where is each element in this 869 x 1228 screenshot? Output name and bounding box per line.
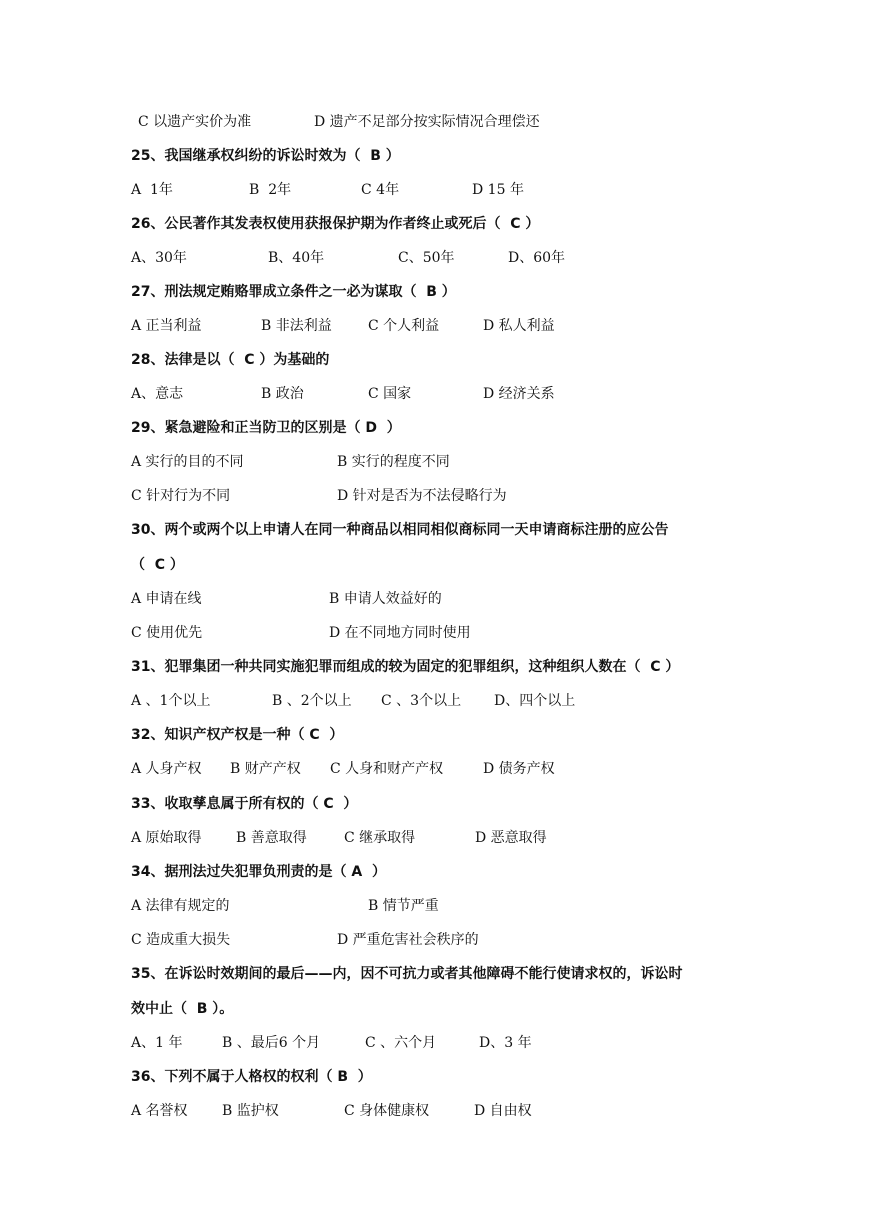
answer-option: A 正当利益 xyxy=(131,318,202,334)
answer-option: C 使用优先 xyxy=(131,625,203,641)
answer-option: C 、六个月 xyxy=(365,1035,437,1051)
question-text: 33、收取孳息属于所有权的（ C ） xyxy=(131,796,358,812)
answer-option: C 4年 xyxy=(361,182,400,198)
answer-option: C 针对行为不同 xyxy=(131,488,231,504)
answer-option: A、1 年 xyxy=(131,1035,183,1051)
answer-option: B 非法利益 xyxy=(261,318,332,334)
question-text: 26、公民著作其发表权使用获报保护期为作者终止或死后（ C ） xyxy=(131,216,540,232)
question-text: 27、刑法规定贿赂罪成立条件之一必为谋取（ B ） xyxy=(131,284,456,300)
answer-option: D 债务产权 xyxy=(483,761,555,777)
answer-option: D 针对是否为不法侵略行为 xyxy=(337,488,507,504)
answer-option: A 实行的目的不同 xyxy=(131,454,244,470)
answer-option: A 申请在线 xyxy=(131,591,202,607)
question-text: 29、紧急避险和正当防卫的区别是（ D ） xyxy=(131,420,401,436)
answer-option: D 遗产不足部分按实际情况合理偿还 xyxy=(314,114,540,130)
answer-option: D、3 年 xyxy=(479,1035,532,1051)
answer-option: C、50年 xyxy=(398,250,455,266)
question-text: 35、在诉讼时效期间的最后——内，因不可抗力或者其他障碍不能行使请求权的，诉讼时 xyxy=(131,966,683,982)
question-text: 效中止（ B ）。 xyxy=(131,1001,234,1017)
answer-option: D 自由权 xyxy=(474,1103,532,1119)
answer-option: A 1年 xyxy=(131,182,173,198)
question-text: 30、两个或两个以上申请人在同一种商品以相同相似商标同一天申请商标注册的应公告 xyxy=(131,522,669,538)
question-text: 25、我国继承权纠纷的诉讼时效为（ B ） xyxy=(131,148,400,164)
answer-option: B 申请人效益好的 xyxy=(329,591,442,607)
answer-option: D 在不同地方同时使用 xyxy=(329,625,471,641)
answer-option: B 实行的程度不同 xyxy=(337,454,450,470)
answer-option: B 情节严重 xyxy=(368,898,439,914)
question-text: （ C ） xyxy=(131,557,184,573)
question-text: 28、法律是以（ C ）为基础的 xyxy=(131,352,330,368)
answer-option: B 监护权 xyxy=(222,1103,279,1119)
answer-option: A 人身产权 xyxy=(131,761,202,777)
answer-option: B 2年 xyxy=(249,182,292,198)
answer-option: C 以遗产实价为准 xyxy=(138,114,252,130)
answer-option: B 政治 xyxy=(261,386,304,402)
answer-option: B、40年 xyxy=(268,250,325,266)
answer-option: B 、2个以上 xyxy=(272,693,352,709)
answer-option: B 财产产权 xyxy=(230,761,301,777)
question-text: 31、犯罪集团一种共同实施犯罪而组成的较为固定的犯罪组织，这种组织人数在（ C ） xyxy=(131,659,680,675)
answer-option: C 个人利益 xyxy=(368,318,440,334)
answer-option: D 经济关系 xyxy=(483,386,555,402)
answer-option: A 名誉权 xyxy=(131,1103,188,1119)
answer-option: C 造成重大损失 xyxy=(131,932,231,948)
answer-option: C 国家 xyxy=(368,386,412,402)
answer-option: C 继承取得 xyxy=(344,830,416,846)
answer-option: B 、最后6 个月 xyxy=(222,1035,321,1051)
answer-option: D 严重危害社会秩序的 xyxy=(337,932,479,948)
answer-option: D 15 年 xyxy=(472,182,524,198)
question-text: 36、下列不属于人格权的权利（ B ） xyxy=(131,1069,372,1085)
answer-option: D、60年 xyxy=(508,250,566,266)
answer-option: C 、3个以上 xyxy=(381,693,462,709)
answer-option: D 恶意取得 xyxy=(475,830,547,846)
answer-option: A、30年 xyxy=(131,250,187,266)
question-text: 34、据刑法过失犯罪负刑责的是（ A ） xyxy=(131,864,386,880)
answer-option: A 原始取得 xyxy=(131,830,202,846)
answer-option: C 身体健康权 xyxy=(344,1103,430,1119)
answer-option: D、四个以上 xyxy=(494,693,576,709)
answer-option: D 私人利益 xyxy=(483,318,555,334)
answer-option: A、意志 xyxy=(131,386,184,402)
answer-option: B 善意取得 xyxy=(236,830,307,846)
answer-option: A 法律有规定的 xyxy=(131,898,230,914)
answer-option: A 、1个以上 xyxy=(131,693,211,709)
question-text: 32、知识产权产权是一种（ C ） xyxy=(131,727,344,743)
answer-option: C 人身和财产产权 xyxy=(330,761,444,777)
